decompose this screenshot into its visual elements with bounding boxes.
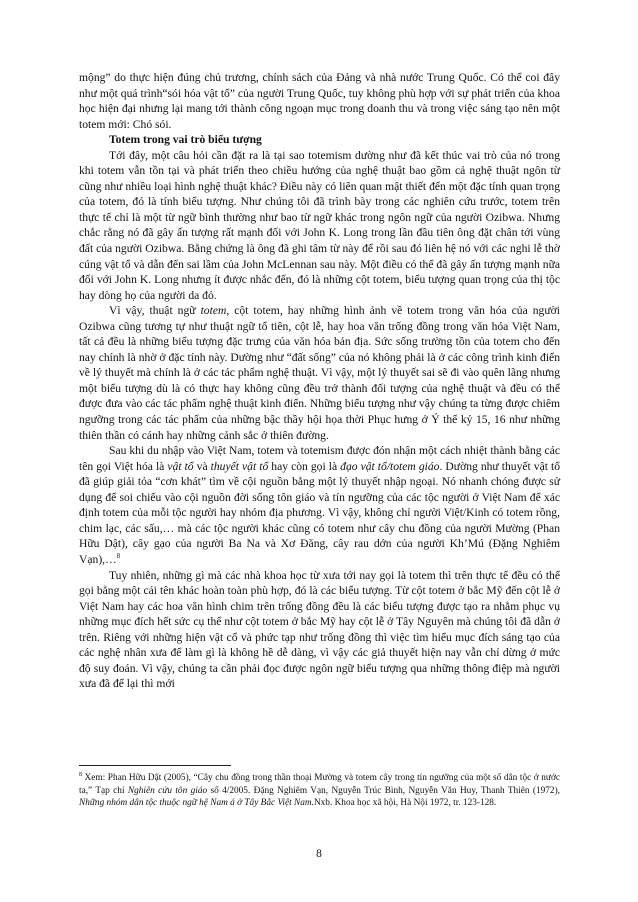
body-text bbox=[79, 70, 560, 692]
book-title: Những nhóm dân tộc thuộc ngữ hệ Nam á ở Tây Bắc Việt Nam. bbox=[79, 798, 314, 809]
paragraph-3: Sau khi du nhập vào Việt Nam, totem và totemism được đón nhận một cách nhiệt thành bằng các tên gọi Việt hóa là vật tổ và thuyết vật tổ hay còn gọi là đạo vật tổ/totem giáo. Dường như thuyết vật tổ đã giúp giải tỏa “cơn khát” tìm về cội nguồn bằng một lý thuyết nhập ngoại. Nó nhanh chóng được sử dụng để soi chiếu vào cội nguồn đời sống tôn giáo và tín ngưỡng của các tộc người ở Việt Nam để xác định totem của mỗi tộc người hay nhóm địa phương. Vì vậy, không chỉ người Việt/Kinh có totem rồng, chim lạc, các sấu,… mà các tộc người khác cũng có totem như cây chu đồng của người Mường (Phan Hữu Dật), cây gạo của người Ba Na và Xơ Đăng, cây rau dớn của người Kh’Mú (Đặng Nghiêm Vạn),…$^8$ bbox=[79, 444, 561, 566]
term-totem: totem bbox=[200, 304, 227, 318]
paragraph-continuation: mộng” do thực hiện đúng chủ trương, chính sách của Đảng và nhà nước Trung Quốc. Có thể coi đây như một quá trình“sói hóa vật tổ” của người Trung Quốc, tuy không phù hợp với sự phát triển của khoa học hiện đại nhưng lại mang tới thành công ngoạn mục trong doanh thu và trong việc sáng tạo nên một totem mới: Chó sói. bbox=[79, 71, 560, 131]
page-number: 8 bbox=[316, 848, 322, 860]
footnote-8: $^8$ Xem: Phan Hữu Dật (2005), “Cây chu đồng trong thần thoại Mường và totem cây trong tín ngưỡng của một số dân tộc ở nước ta,” Tạp chí Nghiên cứu tôn giáo số 4/2005. Đặng Nghiêm Vạn, Nguyễn Trúc Bình, Nguyễn Văn Huy, Thanh Thiên (1972), Những nhóm dân tộc thuộc ngữ hệ Nam á ở Tây Bắc Việt Nam.Nxb. Khoa học xã hội, Hà Nội 1972, tr. 123-128. bbox=[79, 771, 560, 809]
term-thuyet-vat-to: thuyết vật tổ bbox=[210, 459, 269, 473]
paragraph-4: Tuy nhiên, những gì mà các nhà khoa học từ xưa tới nay gọi là totem thì trên thực tế đều có thể gọi bằng một cái tên khác hoàn toàn phù hợp, đó là các biểu tượng. Từ cột totem ở bắc Mỹ đến cột lễ ở Việt Nam hay các hoa văn hình chim trên trống đồng đều là các biểu tượng được tạo ra nhằm phục vụ những mục đích hết sức cụ thể như cột totem ở bắc Mỹ hay cột lễ ở Tây Nguyên mà chúng tôi đã dẫn ở trên. Riêng với những hiện vật cổ và phức tạp như trống đồng thì việc tìm hiểu mục đích sáng tạo của các nghệ nhân xưa để làm gì là không hề dễ dàng, vì vậy các giả thuyết hiện nay vẫn chỉ dừng ở mức độ suy đoán. Vì vậy, chúng ta cần phải đọc được ngôn ngữ biểu tượng qua những thông điệp mà người xưa đã để lại thì mới bbox=[79, 568, 560, 691]
journal-title: Nghiên cứu tôn giáo bbox=[127, 785, 208, 796]
section-heading: Totem trong vai trò biểu tượng bbox=[109, 133, 262, 147]
footnote-ref[interactable]: 8 bbox=[116, 552, 121, 561]
paragraph-2: Vì vậy, thuật ngữ totem, cột totem, hay những hình ảnh về totem trong văn hóa của người Ozibwa cũng tương tự như thuật ngữ tổ tiên, cột lễ, hay hoa văn trống đồng trong văn hóa Việt Nam, tất cả đều là những biểu tượng đặc trưng của văn hóa bản địa. Sức sống trường tồn của totem cho đến nay chính là nhờ ở đặc tính này. Dường như “đất sống” của nó không phải là ở các công trình kinh điển về lý thuyết mà chính là ở các tác phẩm nghệ thuật. Vì vậy, một lý thuyết sai sẽ đi vào quên lãng nhưng một biểu tượng dù là có thực hay không cũng đều trở thành đối tượng của nghệ thuật và đều có thể được đưa vào các tác phẩm nghệ thuật kinh điển. Những biểu tượng như vậy chúng ta từng được chiêm ngưỡng trong các tác phẩm của những bậc thầy hội họa thời Phục hưng ở Ý thế kỷ 15, 16 như những thiên thần có cánh hay những cảnh sắc ở thiên đường. bbox=[79, 304, 560, 442]
footnote-number: 8 bbox=[79, 771, 82, 778]
paragraph-1: Tới đây, một câu hỏi cần đặt ra là tại sao totemism dường như đã kết thúc vai trò của nó trong khi totem vẫn tồn tại và phát triển theo chiều hướng của nghệ thuật bao gồm cả nghệ thuật ngôn từ cũng như nhiều loại hình nghệ thuật khác? Điều này có liên quan mật thiết đến một đặc tính quan trọng của totem, đó là tính biểu tượng. Như chúng tôi đã trình bày trong các nghiên cứu trước, totem trên thực tế chỉ là một từ ngữ bình thường như bao từ ngữ khác trong ngôn ngữ của người Ozibwa. Nhưng chắc rằng nó đã gây ấn tượng rất mạnh đối với John K. Long trong lần đầu tiên ông đặt chân tới vùng đất của người Ozibwa. Bằng chứng là ông đã ghi tâm từ này để rồi sau đó liên hệ nó với các nghi lễ thờ cúng vật tổ và dẫn đến sai lầm của John McLennan sau này. Một điều có thể đã gây ấn tượng mạnh nữa đối với John K. Long nhưng ít được nhắc đến, đó là những cột totem, biểu tượng quan trọng của thị tộc hay dòng họ của người da đỏ. bbox=[79, 148, 560, 302]
term-dao-vat-to: đạo vật tổ/totem giáo bbox=[340, 459, 440, 473]
footnote-divider bbox=[79, 765, 231, 766]
term-vat-to: vật tổ bbox=[167, 459, 194, 473]
